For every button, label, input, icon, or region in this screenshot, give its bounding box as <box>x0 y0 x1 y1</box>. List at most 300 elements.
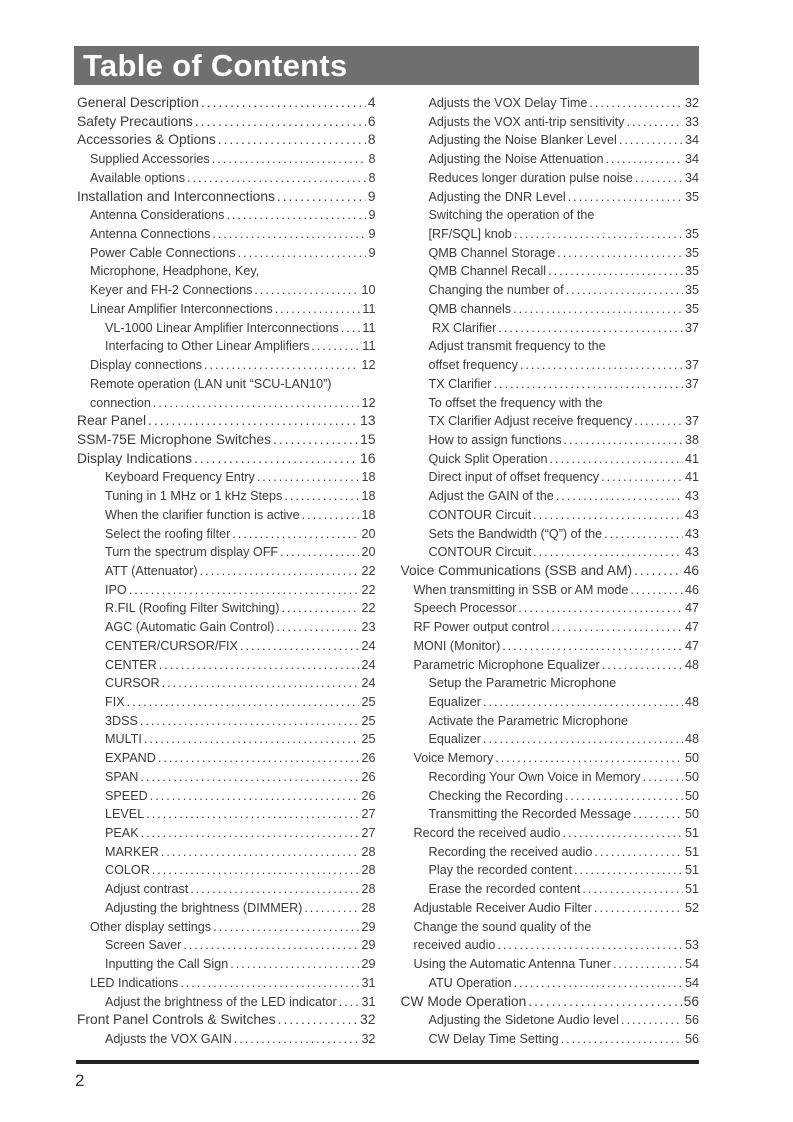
toc-entry-text: Equalizer <box>428 695 482 709</box>
toc-page-number: 16 <box>360 450 376 466</box>
toc-leader-dots <box>514 225 683 244</box>
toc-page-number: 47 <box>684 638 699 653</box>
toc-entry-text: Antenna Connections <box>90 227 211 242</box>
toc-entry-text: CENTER/CURSOR/FIX <box>105 638 238 653</box>
toc-page-number: 50 <box>684 769 699 784</box>
toc-page-number: 18 <box>361 489 376 504</box>
toc-entry-text: Available options <box>90 170 185 185</box>
toc-leader-dots <box>635 169 683 188</box>
toc-page-number: 26 <box>361 769 376 784</box>
toc-entry-text: Play the recorded content <box>428 863 573 878</box>
toc-entry-text: Erase the recorded content <box>428 882 581 897</box>
toc-page-number: 11 <box>362 301 376 316</box>
toc-row <box>76 787 376 806</box>
toc-entry-text: CW Mode Operation <box>400 993 527 1009</box>
toc-entry-text: VL-1000 Linear Amplifier Interconnections <box>105 320 339 335</box>
toc-row <box>400 356 700 375</box>
toc-row <box>400 824 700 843</box>
toc-leader-dots <box>159 656 360 675</box>
toc-page-number: 35 <box>684 189 699 204</box>
toc-leader-dots <box>502 637 683 656</box>
toc-entry-text: MARKER <box>105 844 159 859</box>
toc-leader-dots <box>634 412 683 431</box>
toc-page-number: 37 <box>684 320 699 335</box>
toc-leader-dots <box>634 562 682 581</box>
toc-entry-text: Accessories & Options <box>77 132 216 148</box>
toc-row <box>76 262 376 281</box>
toc-page-number: 46 <box>684 582 699 597</box>
toc-page-number: 32 <box>360 1012 376 1028</box>
toc-page-number: 24 <box>361 638 376 653</box>
toc-row <box>76 712 376 731</box>
toc-page-number: 24 <box>361 676 376 691</box>
toc-page-number: 12 <box>361 395 376 410</box>
toc-entry-text: SPAN <box>105 769 139 784</box>
toc-entry-text: When the clarifier function is active <box>105 507 300 522</box>
toc-leader-dots <box>234 1030 360 1049</box>
toc-entry-text: To offset the frequency with the <box>428 395 603 410</box>
toc-leader-dots <box>144 730 360 749</box>
toc-row <box>400 169 700 188</box>
toc-leader-dots <box>213 918 359 937</box>
toc-entry-text: COLOR <box>105 863 150 878</box>
toc-leader-dots <box>594 899 683 918</box>
toc-entry-text: Adjust the brightness of the LED indicator <box>105 994 337 1009</box>
toc-entry-text: Speech Processor <box>413 601 517 616</box>
toc-leader-dots <box>497 936 683 955</box>
toc-row <box>76 356 376 375</box>
toc-row <box>76 525 376 544</box>
toc-entry-text: Activate the Parametric Microphone <box>428 713 628 728</box>
toc-entry-text: Remote operation (LAN unit “SCU-LAN10”) <box>90 376 332 391</box>
toc-entry-text: Keyboard Frequency Entry <box>105 470 255 485</box>
toc-page-number: 28 <box>361 900 376 915</box>
toc-leader-dots <box>204 356 359 375</box>
toc-row <box>400 918 700 937</box>
toc-page-number: 29 <box>361 957 376 972</box>
toc-entry-text: QMB channels <box>428 301 512 316</box>
toc-leader-dots <box>194 450 358 469</box>
toc-row <box>76 918 376 937</box>
toc-entry-text: Transmitting the Recorded Message <box>428 807 632 822</box>
toc-leader-dots <box>602 656 683 675</box>
toc-page-number: 34 <box>684 170 699 185</box>
toc-page-number: 51 <box>684 863 699 878</box>
toc-row <box>400 319 700 338</box>
toc-page-number: 51 <box>684 882 699 897</box>
toc-entry-text: Adjustable Receiver Audio Filter <box>413 900 593 915</box>
toc-entry-text: Front Panel Controls & Switches <box>77 1012 276 1028</box>
toc-body <box>76 94 699 1049</box>
toc-entry-text: Tuning in 1 MHz or 1 kHz Steps <box>105 489 283 504</box>
toc-entry-text: Adjust contrast <box>105 882 189 897</box>
toc-leader-dots <box>162 674 360 693</box>
toc-leader-dots <box>275 300 361 319</box>
toc-page-number: 38 <box>684 432 699 447</box>
toc-page-number: 53 <box>684 938 699 953</box>
toc-leader-dots <box>141 824 360 843</box>
toc-row <box>400 300 700 319</box>
toc-row <box>76 206 376 225</box>
toc-leader-dots <box>568 188 683 207</box>
toc-row <box>400 581 700 600</box>
toc-entry-text: MULTI <box>105 732 142 747</box>
toc-row <box>76 693 376 712</box>
toc-leader-dots <box>254 281 359 300</box>
toc-leader-dots <box>550 450 683 469</box>
toc-entry-text: Installation and Interconnections <box>77 188 275 204</box>
toc-page-number: 20 <box>361 526 376 541</box>
toc-row <box>400 936 700 955</box>
toc-row <box>400 150 700 169</box>
toc-leader-dots <box>150 787 360 806</box>
toc-entry-text: Linear Amplifier Interconnections <box>90 301 273 316</box>
toc-leader-dots <box>226 206 366 225</box>
toc-leader-dots <box>565 787 683 806</box>
toc-leader-dots <box>513 300 683 319</box>
toc-row <box>400 974 700 993</box>
toc-leader-dots <box>533 506 683 525</box>
toc-entry-text: Adjusts the VOX GAIN <box>105 1031 232 1046</box>
toc-row <box>76 824 376 843</box>
toc-page-number: 54 <box>684 957 699 972</box>
toc-entry-text: Safety Precautions <box>77 113 193 129</box>
toc-leader-dots <box>564 431 683 450</box>
toc-page-number: 6 <box>367 113 376 129</box>
toc-page-number: 28 <box>361 863 376 878</box>
toc-row <box>76 562 376 581</box>
toc-row <box>400 543 700 562</box>
toc-leader-dots <box>606 150 683 169</box>
toc-row <box>400 188 700 207</box>
toc-entry-text: Adjusting the Sidetone Audio level <box>428 1013 619 1028</box>
toc-entry-text: R.FIL (Roofing Filter Switching) <box>105 601 280 616</box>
toc-entry-text: Record the received audio <box>413 826 561 841</box>
toc-leader-dots <box>520 356 683 375</box>
toc-row <box>76 431 376 450</box>
toc-page-number: 31 <box>361 975 376 990</box>
toc-entry-text: Voice Communications (SSB and AM) <box>400 562 633 578</box>
toc-row <box>400 712 700 731</box>
toc-row <box>400 525 700 544</box>
toc-page-number: 15 <box>360 431 376 447</box>
toc-entry-text: Other display settings <box>90 919 212 934</box>
toc-leader-dots <box>232 525 359 544</box>
toc-entry-text: EXPAND <box>105 751 156 766</box>
toc-row <box>400 599 700 618</box>
toc-entry-text: TX Clarifier <box>428 376 492 391</box>
toc-leader-dots <box>280 543 359 562</box>
toc-leader-dots <box>277 188 366 207</box>
toc-page-number: 43 <box>684 507 699 522</box>
toc-row <box>400 487 700 506</box>
toc-row <box>76 880 376 899</box>
toc-page-number: 13 <box>360 413 376 429</box>
toc-page-number: 20 <box>361 545 376 560</box>
toc-row <box>76 749 376 768</box>
toc-page-number: 52 <box>684 900 699 915</box>
toc-page-number: 28 <box>361 844 376 859</box>
toc-entry-text: 3DSS <box>105 713 138 728</box>
toc-row <box>76 1011 376 1030</box>
toc-leader-dots <box>140 768 359 787</box>
toc-leader-dots <box>183 936 359 955</box>
toc-leader-dots <box>626 113 683 132</box>
toc-entry-text: QMB Channel Recall <box>428 264 547 279</box>
toc-row <box>76 656 376 675</box>
toc-page-number: 22 <box>361 563 376 578</box>
toc-page-number: 11 <box>362 320 376 335</box>
toc-entry-text: Keyer and FH-2 Connections <box>90 283 253 298</box>
toc-leader-dots <box>621 1011 683 1030</box>
toc-entry-text: Adjusting the Noise Attenuation <box>428 152 604 167</box>
toc-row <box>76 805 376 824</box>
toc-leader-dots <box>566 281 683 300</box>
toc-page-number: 18 <box>361 470 376 485</box>
page-title: Table of Contents <box>83 48 348 83</box>
toc-page-number: 32 <box>361 1031 376 1046</box>
toc-entry-text: Adjusting the DNR Level <box>428 189 566 204</box>
toc-entry-text: RX Clarifier <box>428 320 497 335</box>
toc-leader-dots <box>140 712 360 731</box>
toc-row <box>76 300 376 319</box>
toc-page-number: 32 <box>684 96 699 110</box>
toc-row <box>76 281 376 300</box>
toc-leader-dots <box>574 861 683 880</box>
toc-row <box>76 131 376 150</box>
toc-leader-dots <box>528 993 681 1012</box>
toc-row <box>400 206 700 225</box>
toc-entry-text: CONTOUR Circuit <box>428 507 532 522</box>
toc-leader-dots <box>498 319 683 338</box>
toc-entry-text: Adjusting the Noise Blanker Level <box>428 133 617 148</box>
toc-row <box>76 225 376 244</box>
toc-row <box>400 993 700 1012</box>
toc-page-number: 9 <box>368 245 376 260</box>
toc-page-number: 34 <box>684 152 699 167</box>
toc-row <box>76 768 376 787</box>
toc-page-number: 54 <box>684 975 699 990</box>
toc-row <box>76 337 376 356</box>
toc-row <box>400 637 700 656</box>
toc-row <box>76 993 376 1012</box>
toc-page-number: 37 <box>684 358 699 373</box>
toc-entry-text: Recording Your Own Voice in Memory <box>428 769 641 784</box>
toc-page-number: 34 <box>684 133 699 148</box>
toc-leader-dots <box>483 730 683 749</box>
toc-row <box>400 94 700 113</box>
toc-entry-text: ATU Operation <box>428 975 512 990</box>
toc-entry-text: Power Cable Connections <box>90 245 236 260</box>
toc-leader-dots <box>153 394 360 413</box>
toc-entry-text: Switching the operation of the <box>428 208 595 223</box>
toc-row <box>400 674 700 693</box>
toc-page-number: 23 <box>361 620 376 635</box>
toc-row <box>400 749 700 768</box>
toc-row <box>76 412 376 431</box>
toc-page-number: 48 <box>684 657 699 672</box>
toc-entry-text: Microphone, Headphone, Key, <box>90 264 260 279</box>
toc-entry-text: Screen Saver <box>105 938 182 953</box>
toc-row <box>76 394 376 413</box>
toc-row <box>76 113 376 132</box>
toc-leader-dots <box>195 113 366 132</box>
toc-row <box>76 618 376 637</box>
toc-entry-text: Adjust transmit frequency to the <box>428 339 606 354</box>
toc-entry-text: CONTOUR Circuit <box>428 545 532 560</box>
toc-entry-text: Rear Panel <box>77 413 147 429</box>
toc-row <box>400 468 700 487</box>
toc-leader-dots <box>548 262 683 281</box>
toc-page-number: 22 <box>361 582 376 597</box>
toc-page-number: 56 <box>684 1031 699 1046</box>
toc-page-number: 8 <box>368 152 376 167</box>
toc-entry-text: Parametric Microphone Equalizer <box>413 657 600 672</box>
toc-row <box>400 113 700 132</box>
toc-leader-dots <box>129 581 360 600</box>
toc-entry-text: Adjusting the brightness (DIMMER) <box>105 900 303 915</box>
toc-leader-dots <box>212 225 366 244</box>
toc-entry-text: Equalizer <box>428 732 482 747</box>
toc-page-number: 48 <box>684 732 699 747</box>
toc-entry-text: Recording the received audio <box>428 844 593 859</box>
toc-leader-dots <box>284 487 359 506</box>
footer-rule <box>76 1060 699 1064</box>
toc-row <box>400 262 700 281</box>
toc-entry-text: When transmitting in SSB or AM mode <box>413 582 629 597</box>
toc-page-number: 35 <box>684 301 699 316</box>
toc-entry-text: Changing the number of <box>428 283 564 298</box>
toc-page-number: 9 <box>368 208 376 223</box>
toc-page-number: 50 <box>684 751 699 766</box>
toc-page-number: 43 <box>684 489 699 504</box>
toc-leader-dots <box>557 244 683 263</box>
toc-row <box>400 506 700 525</box>
toc-leader-dots <box>594 843 683 862</box>
toc-entry-text: Interfacing to Other Linear Amplifiers <box>105 339 310 354</box>
toc-page-number: 37 <box>684 414 699 429</box>
toc-row <box>400 768 700 787</box>
toc-leader-dots <box>341 319 361 338</box>
toc-row <box>76 487 376 506</box>
toc-page-number: 9 <box>367 188 376 204</box>
toc-page-number: 27 <box>361 807 376 822</box>
toc-entry-text: PEAK <box>105 826 139 841</box>
toc-row <box>400 281 700 300</box>
toc-page-number: 35 <box>684 245 699 260</box>
toc-entry-text: Display connections <box>90 358 203 373</box>
toc-row <box>400 787 700 806</box>
toc-row <box>76 375 376 394</box>
toc-row <box>76 244 376 263</box>
toc-entry-text: Checking the Recording <box>428 788 563 803</box>
toc-page-number: 26 <box>361 788 376 803</box>
toc-leader-dots <box>146 805 359 824</box>
toc-leader-dots <box>339 993 360 1012</box>
toc-row <box>400 244 700 263</box>
toc-row <box>400 955 700 974</box>
toc-entry-text: Inputting the Call Sign <box>105 957 229 972</box>
toc-page-number: 48 <box>684 695 699 709</box>
toc-entry-text: SPEED <box>105 788 148 803</box>
toc-page-number: 56 <box>684 1013 699 1028</box>
toc-row <box>76 674 376 693</box>
page-number: 2 <box>75 1071 85 1090</box>
toc-entry-text: AGC (Automatic Gain Control) <box>105 620 275 635</box>
toc-page-number: 27 <box>361 826 376 841</box>
toc-page-number: 25 <box>361 695 376 709</box>
toc-leader-dots <box>180 974 359 993</box>
toc-entry-text: Setup the Parametric Microphone <box>428 676 617 691</box>
toc-page-number: 8 <box>367 132 376 148</box>
toc-row <box>76 506 376 525</box>
toc-leader-dots <box>533 543 683 562</box>
toc-leader-dots <box>619 131 683 150</box>
toc-entry-text: connection <box>90 395 151 410</box>
toc-entry-text: Antenna Considerations <box>90 208 225 223</box>
toc-leader-dots <box>200 562 360 581</box>
toc-page-number: 37 <box>684 376 699 391</box>
toc-entry-text: LED Indications <box>90 975 179 990</box>
toc-entry-text: Select the roofing filter <box>105 526 231 541</box>
toc-page-number: 28 <box>361 882 376 897</box>
toc-entry-text: LEVEL <box>105 807 145 822</box>
toc-page-number: 50 <box>684 807 699 822</box>
toc-entry-text: CENTER <box>105 657 157 672</box>
toc-page-number: 10 <box>361 283 376 298</box>
toc-page-number: 33 <box>684 114 699 129</box>
toc-leader-dots <box>127 693 360 712</box>
toc-row <box>76 94 376 113</box>
toc-row <box>400 394 700 413</box>
toc-column-right <box>400 94 700 1049</box>
toc-entry-text: Turn the spectrum display OFF <box>105 545 279 560</box>
toc-entry-text: RF Power output control <box>413 620 550 635</box>
toc-leader-dots <box>276 618 359 637</box>
toc-row <box>400 693 700 712</box>
toc-leader-dots <box>230 955 359 974</box>
toc-entry-text: FIX <box>105 695 125 709</box>
toc-row <box>76 599 376 618</box>
toc-leader-dots <box>158 749 360 768</box>
toc-entry-text: Reduces longer duration pulse noise <box>428 170 633 185</box>
toc-leader-dots <box>238 244 367 263</box>
toc-page-number: 8 <box>368 170 376 185</box>
toc-row <box>76 188 376 207</box>
toc-page-number: 11 <box>362 339 376 354</box>
toc-leader-dots <box>551 618 683 637</box>
toc-entry-text: Change the sound quality of the <box>413 919 592 934</box>
toc-page-number: 41 <box>684 470 699 485</box>
toc-entry-text: Using the Automatic Antenna Tuner <box>413 957 611 972</box>
toc-row <box>400 412 700 431</box>
toc-leader-dots <box>152 861 360 880</box>
toc-leader-dots <box>212 150 367 169</box>
toc-row <box>76 319 376 338</box>
toc-leader-dots <box>604 525 683 544</box>
toc-leader-dots <box>601 468 683 487</box>
toc-entry-text: Adjusts the VOX Delay Time <box>428 96 588 110</box>
toc-entry-text: Adjust the GAIN of the <box>428 489 554 504</box>
toc-leader-dots <box>613 955 683 974</box>
toc-row <box>76 468 376 487</box>
toc-leader-dots <box>240 637 360 656</box>
toc-leader-dots <box>589 94 683 113</box>
toc-row <box>400 131 700 150</box>
toc-row <box>400 843 700 862</box>
toc-page-number: 47 <box>684 620 699 635</box>
toc-page-number: 46 <box>683 562 699 578</box>
